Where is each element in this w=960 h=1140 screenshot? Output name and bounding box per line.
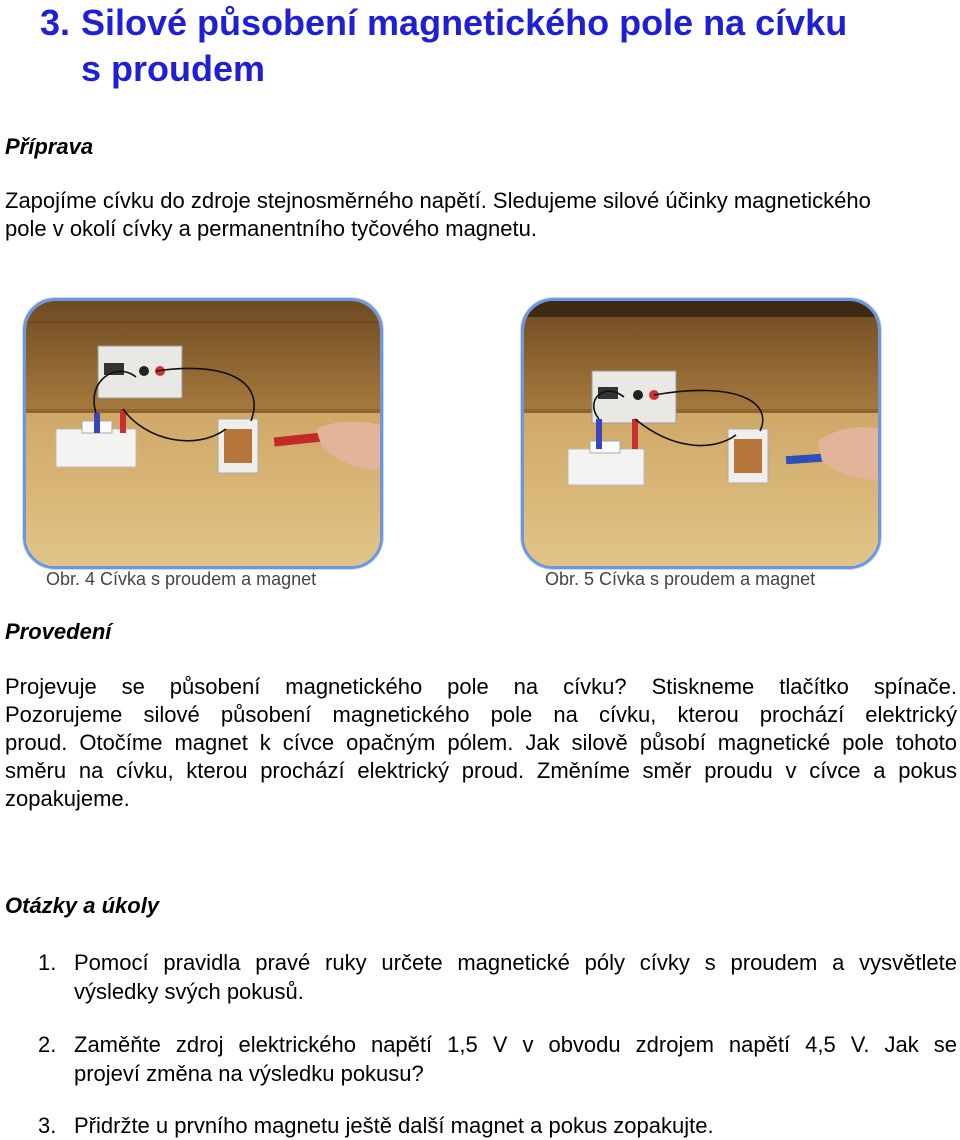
- question-number: 2.: [38, 1032, 57, 1057]
- question-line: projeví změna na výsledku pokusu?: [74, 1061, 424, 1086]
- title-number: 3.: [40, 2, 71, 43]
- question-number: 1.: [38, 950, 57, 975]
- question-line: Zaměňte zdroj elektrického napětí 1,5 V v obvodu zdrojem napětí 4,5 V. Jak se: [74, 1032, 957, 1057]
- figure-5-photo: [521, 298, 881, 569]
- heading-priprava: Příprava: [5, 134, 94, 159]
- question-number: 3.: [38, 1113, 57, 1138]
- figure-4-caption: Obr. 4 Cívka s proudem a magnet: [46, 569, 317, 589]
- question-line: Pomocí pravidla pravé ruky určete magnetické póly cívky s proudem a vysvětlete: [74, 950, 957, 975]
- provedeni-line: Projevuje se působení magnetického pole na cívku? Stiskneme tlačítko spínače.: [5, 674, 957, 699]
- question-text: [74, 1030, 957, 1088]
- coil-magnet-photo-illustration: [524, 301, 878, 566]
- title-line-2: s proudem: [81, 48, 266, 89]
- coil-magnet-photo-illustration: [26, 301, 380, 566]
- title-line-1: Silové působení magnetického pole na cívku: [81, 2, 848, 43]
- question-line: Přidržte u prvního magnetu ještě další magnet a pokus zopakujte.: [74, 1113, 714, 1138]
- heading-otazky: Otázky a úkoly: [5, 893, 160, 918]
- provedeni-paragraph: [5, 673, 957, 813]
- priprava-line: Zapojíme cívku do zdroje stejnosměrného napětí. Sledujeme silové účinky magnetického: [5, 188, 871, 213]
- heading-provedeni: Provedení: [5, 619, 112, 644]
- figure-4-photo: [23, 298, 383, 569]
- provedeni-line: směru na cívku, kterou prochází elektrický proud. Změníme směr proudu v cívce a pokus: [5, 758, 957, 783]
- provedeni-line: proud. Otočíme magnet k cívce opačným pólem. Jak silově působí magnetické pole tohoto: [5, 730, 957, 755]
- priprava-line: pole v okolí cívky a permanentního tyčového magnetu.: [5, 216, 537, 241]
- question-line: výsledky svých pokusů.: [74, 979, 304, 1004]
- figure-5-caption: Obr. 5 Cívka s proudem a magnet: [545, 569, 816, 589]
- provedeni-line: Pozorujeme silové působení magnetického pole na cívku, kterou prochází elektrický: [5, 702, 957, 727]
- question-text: [74, 948, 957, 1006]
- question-text: [74, 1111, 957, 1140]
- provedeni-line: zopakujeme.: [5, 786, 130, 811]
- priprava-paragraph: [5, 187, 957, 243]
